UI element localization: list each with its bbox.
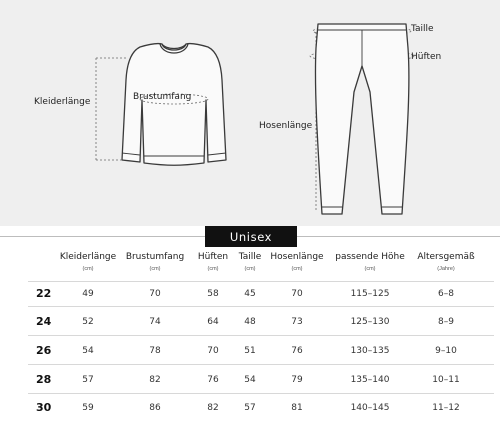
size-label: 22: [36, 287, 52, 300]
row-divider: [28, 393, 494, 394]
header-taille: Taille: [238, 252, 262, 262]
unit-kleiderlaenge: (cm): [82, 266, 94, 272]
pants-icon: [315, 24, 408, 214]
cell-taille: 45: [244, 289, 256, 299]
shirt-length-label: Kleiderlänge: [34, 97, 91, 107]
cell-altersgemaess: 9–10: [435, 346, 457, 356]
cell-brustumfang: 74: [149, 317, 161, 327]
size-label: 28: [36, 373, 52, 386]
cell-hueften: 82: [207, 403, 219, 413]
unit-brustumfang: (cm): [149, 266, 161, 272]
shirt-icon: [122, 44, 226, 166]
unit-hosenlaenge: (cm): [291, 266, 303, 272]
cell-taille: 51: [244, 346, 256, 356]
row-divider: [28, 335, 494, 336]
cell-altersgemaess: 6–8: [438, 289, 454, 299]
cell-passende-hoehe: 125–130: [350, 317, 390, 327]
cell-hosenlaenge: 76: [291, 346, 303, 356]
size-label: 24: [36, 315, 52, 328]
chest-label: Brustumfang: [133, 92, 192, 102]
table-row: [0, 339, 500, 363]
cell-kleiderlaenge: 54: [82, 346, 94, 356]
row-divider: [28, 306, 494, 307]
cell-taille: 48: [244, 317, 256, 327]
header-passende-hoehe: passende Höhe: [335, 252, 405, 262]
cell-passende-hoehe: 140–145: [350, 403, 390, 413]
unit-taille: (cm): [244, 266, 256, 272]
cell-hosenlaenge: 79: [291, 375, 303, 385]
cell-hueften: 76: [207, 375, 219, 385]
table-row: [0, 368, 500, 392]
pants-length-label: Hosenlänge: [259, 121, 313, 131]
header-kleiderlaenge: Kleiderlänge: [59, 252, 117, 262]
cell-taille: 57: [244, 403, 256, 413]
size-label: 26: [36, 344, 52, 357]
cell-taille: 54: [244, 375, 256, 385]
cell-brustumfang: 70: [149, 289, 161, 299]
cell-kleiderlaenge: 59: [82, 403, 94, 413]
cell-kleiderlaenge: 52: [82, 317, 94, 327]
cell-passende-hoehe: 135–140: [350, 375, 390, 385]
table-row: [0, 310, 500, 334]
table-row: [0, 282, 500, 306]
cell-hosenlaenge: 70: [291, 289, 303, 299]
unit-hueften: (cm): [207, 266, 219, 272]
cell-brustumfang: 78: [149, 346, 161, 356]
cell-hosenlaenge: 81: [291, 403, 303, 413]
hip-label: Hüften: [411, 52, 442, 62]
table-row: [0, 396, 500, 420]
header-brustumfang: Brustumfang: [125, 252, 185, 262]
unisex-banner: Unisex: [205, 226, 297, 247]
unit-passende-hoehe: (cm): [364, 266, 376, 272]
cell-brustumfang: 82: [149, 375, 161, 385]
cell-altersgemaess: 11–12: [432, 403, 460, 413]
waist-label: Taille: [411, 24, 434, 34]
cell-hueften: 58: [207, 289, 219, 299]
cell-kleiderlaenge: 49: [82, 289, 94, 299]
header-hosenlaenge: Hosenlänge: [270, 252, 324, 262]
cell-hosenlaenge: 73: [291, 317, 303, 327]
size-label: 30: [36, 401, 52, 414]
header-hueften: Hüften: [197, 252, 229, 262]
cell-altersgemaess: 10–11: [432, 375, 460, 385]
cell-passende-hoehe: 130–135: [350, 346, 390, 356]
cell-hueften: 70: [207, 346, 219, 356]
header-altersgemaess: Altersgemäß: [417, 252, 475, 262]
cell-brustumfang: 86: [149, 403, 161, 413]
banner-line-right: [297, 236, 500, 237]
row-divider: [28, 364, 494, 365]
banner-line-left: [0, 236, 205, 237]
cell-passende-hoehe: 115–125: [350, 289, 390, 299]
cell-altersgemaess: 8–9: [438, 317, 454, 327]
cell-kleiderlaenge: 57: [82, 375, 94, 385]
cell-hueften: 64: [207, 317, 219, 327]
unit-altersgemaess: (Jahre): [437, 266, 455, 272]
